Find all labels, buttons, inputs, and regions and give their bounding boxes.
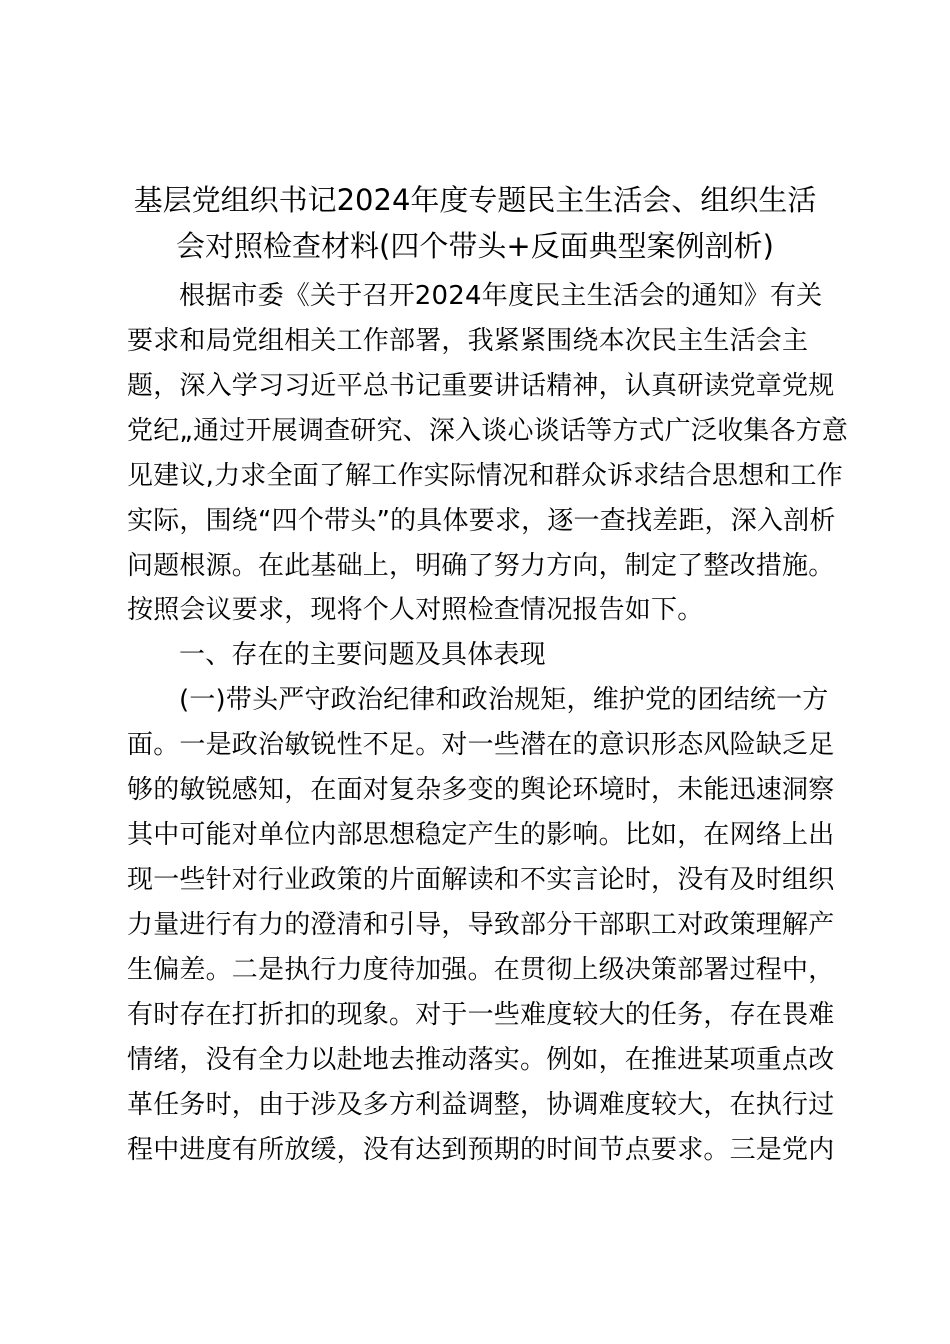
paragraph-line: 力量进行有力的澄清和引导，导致部分干部职工对政策理解产 <box>127 910 835 940</box>
subsection-heading-line: (一)带头严守政治纪律和政治规矩，维护党的团结统一方 <box>179 685 829 715</box>
paragraph-line: 程中进度有所放缓，没有达到预期的时间节点要求。三是党内 <box>127 1135 835 1165</box>
section-heading: 一、存在的主要问题及具体表现 <box>179 640 546 670</box>
paragraph-line: 现一些针对行业政策的片面解读和不实言论时，没有及时组织 <box>127 865 835 895</box>
paragraph-line: 见建议,力求全面了解工作实际情况和群众诉求结合思想和工作 <box>127 461 843 491</box>
paragraph-line: 要求和局党组相关工作部署，我紧紧围绕本次民主生活会主 <box>127 326 809 356</box>
paragraph-line: 实际，围绕“四个带头”的具体要求，逐一查找差距，深入剖析 <box>127 506 836 536</box>
paragraph-line: 面。一是政治敏锐性不足。对一些潜在的意识形态风险缺乏足 <box>127 730 835 760</box>
paragraph-line: 问题根源。在此基础上，明确了努力方向，制定了整改措施。 <box>127 551 835 581</box>
paragraph-line: 革任务时，由于涉及多方利益调整，协调难度较大，在执行过 <box>127 1090 835 1120</box>
paragraph-line: 够的敏锐感知，在面对复杂多变的舆论环境时，未能迅速洞察 <box>127 775 835 805</box>
paragraph-line: 生偏差。二是执行力度待加强。在贯彻上级决策部署过程中， <box>127 955 835 985</box>
paragraph-line: 其中可能对单位内部思想稳定产生的影响。比如，在网络上出 <box>127 820 835 850</box>
document-title-line-2: 会对照检查材料(四个带头+反面典型案例剖析) <box>176 229 774 263</box>
document-title-line-1: 基层党组织书记2024年度专题民主生活会、组织生活 <box>133 183 817 217</box>
paragraph-line: 题，深入学习习近平总书记重要讲话精神，认真研读党章党规 <box>127 371 835 401</box>
paragraph-line: 党纪„通过开展调查研究、深入谈心谈话等方式广泛收集各方意 <box>127 416 849 446</box>
paragraph-line: 按照会议要求，现将个人对照检查情况报告如下。 <box>127 595 704 625</box>
paragraph-line: 根据市委《关于召开2024年度民主生活会的通知》有关 <box>179 281 823 311</box>
paragraph-line: 情绪，没有全力以赴地去推动落实。例如，在推进某项重点改 <box>127 1045 835 1075</box>
paragraph-line: 有时存在打折扣的现象。对于一些难度较大的任务，存在畏难 <box>127 1000 835 1030</box>
